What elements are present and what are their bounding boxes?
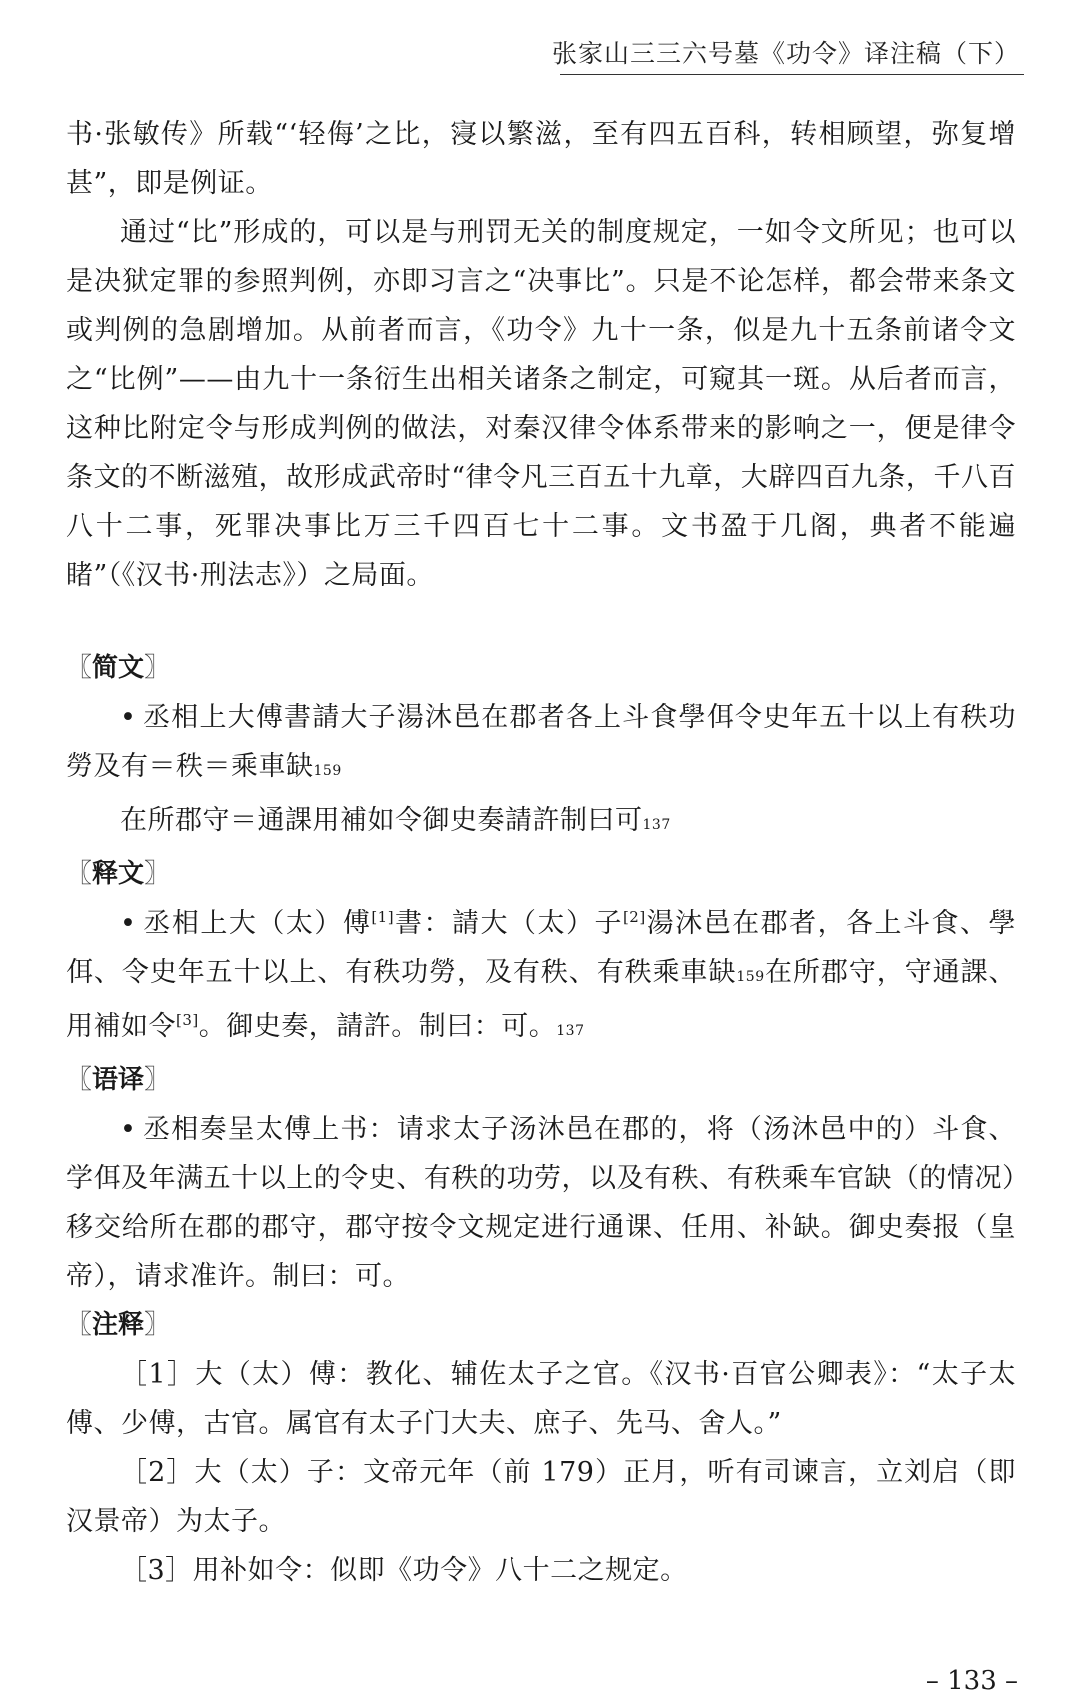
note-marker-3: [3]	[176, 1011, 199, 1029]
section-heading-jianwen: 〖简文〗	[66, 653, 171, 683]
running-header: 张家山三三六号墓《功令》译注稿（下）	[551, 39, 1020, 68]
note-3: ［3］用补如令：似即《功令》八十二之规定。	[120, 1555, 688, 1586]
shiwen-text-b: 書：請大（太）子	[394, 908, 623, 939]
jianwen-text-2: 在所郡守＝通課用補如令御史奏請許制曰可	[120, 805, 643, 836]
section-heading-shiwen: 〖释文〗	[66, 859, 171, 889]
shiwen-paragraph	[66, 899, 1016, 1056]
jianwen-line-1	[66, 693, 1016, 796]
shiwen-text-d: 在所郡守，守通課、用補如令	[66, 957, 1016, 1042]
page-body	[66, 110, 1016, 1595]
section-label-shiwen: 释文	[92, 859, 145, 889]
yuyi-text: 丞相奏呈太傅上书：请求太子汤沐邑在郡的，将（汤沐邑中的）斗食、学佴及年满五十以上的令史、有秩的功劳，以及有秩、有秩乘车官缺（的情况）移交给所在郡的郡守，郡守按令文规定进行通课、任用、补缺。御史奏报（皇帝），请求准许。制曰：可。	[66, 1114, 1016, 1292]
note-marker-2: [2]	[622, 908, 646, 926]
jianwen-text-1: 丞相上大傅書請大子湯沐邑在郡者各上斗食學佴令史年五十以上有秩功勞及有＝秩＝乘車缺	[66, 702, 1016, 782]
yuyi-paragraph	[66, 1105, 1016, 1301]
jianwen-line-2	[66, 796, 1016, 850]
bullet-icon: •	[120, 1114, 137, 1145]
shiwen-text-e: 。御史奏，請許。制曰：可。	[198, 1011, 557, 1042]
bullet-icon: •	[120, 702, 137, 733]
slip-number: 137	[556, 1023, 585, 1039]
section-heading-zhushi: 〖注释〗	[66, 1310, 171, 1340]
bullet-icon: •	[120, 908, 137, 939]
header-rule	[560, 74, 1024, 75]
note-marker-1: [1]	[371, 908, 395, 926]
section-label-yuyi: 语译	[92, 1065, 145, 1095]
section-label-jianwen: 简文	[92, 653, 145, 683]
section-label-zhushi: 注释	[92, 1310, 145, 1340]
slip-number: 159	[313, 763, 342, 779]
shiwen-text-a: 丞相上大（太）傅	[142, 908, 372, 939]
paragraph-intro-1: 书·张敏传》所载“‘轻侮’之比，寖以繁滋，至有四五百科，转相顾望，弥复增甚”，即是例证。	[66, 119, 1016, 199]
slip-number: 159	[736, 969, 765, 985]
page-number: – 133 –	[925, 1666, 1018, 1696]
note-2: ［2］大（太）子：文帝元年（前 179）正月，听有司谏言，立刘启（即汉景帝）为太子。	[66, 1457, 1016, 1537]
section-gap	[66, 600, 1016, 644]
paragraph-intro-2: 通过“比”形成的，可以是与刑罚无关的制度规定，一如令文所见；也可以是决狱定罪的参照判例，亦即习言之“决事比”。只是不论怎样，都会带来条文或判例的急剧增加。从前者而言，《功令》九十一条，似是九十五条前诸令文之“比例”——由九十一条衍生出相关诸条之制定，可窥其一斑。从后者而言，这种比附定令与形成判例的做法，对秦汉律令体系带来的影响之一，便是律令条文的不断滋殖，故形成武帝时“律令凡三百五十九章，大辟四百九条，千八百八十二事，死罪决事比万三千四百七十二事。文书盈于几阁，典者不能遍睹”（《汉书·刑法志》）之局面。	[66, 217, 1016, 591]
shiwen-text-c: 湯沐邑在郡者，各上斗食、學佴、令史年五十以上、有秩功勞，及有秩、有秩乘車缺	[66, 908, 1017, 988]
note-1: ［1］大（太）傅：教化、辅佐太子之官。《汉书·百官公卿表》：“太子太傅、少傅，古官。属官有太子门大夫、庶子、先马、舍人。”	[66, 1359, 1016, 1439]
slip-number: 137	[642, 817, 671, 833]
section-heading-yuyi: 〖语译〗	[66, 1065, 171, 1095]
